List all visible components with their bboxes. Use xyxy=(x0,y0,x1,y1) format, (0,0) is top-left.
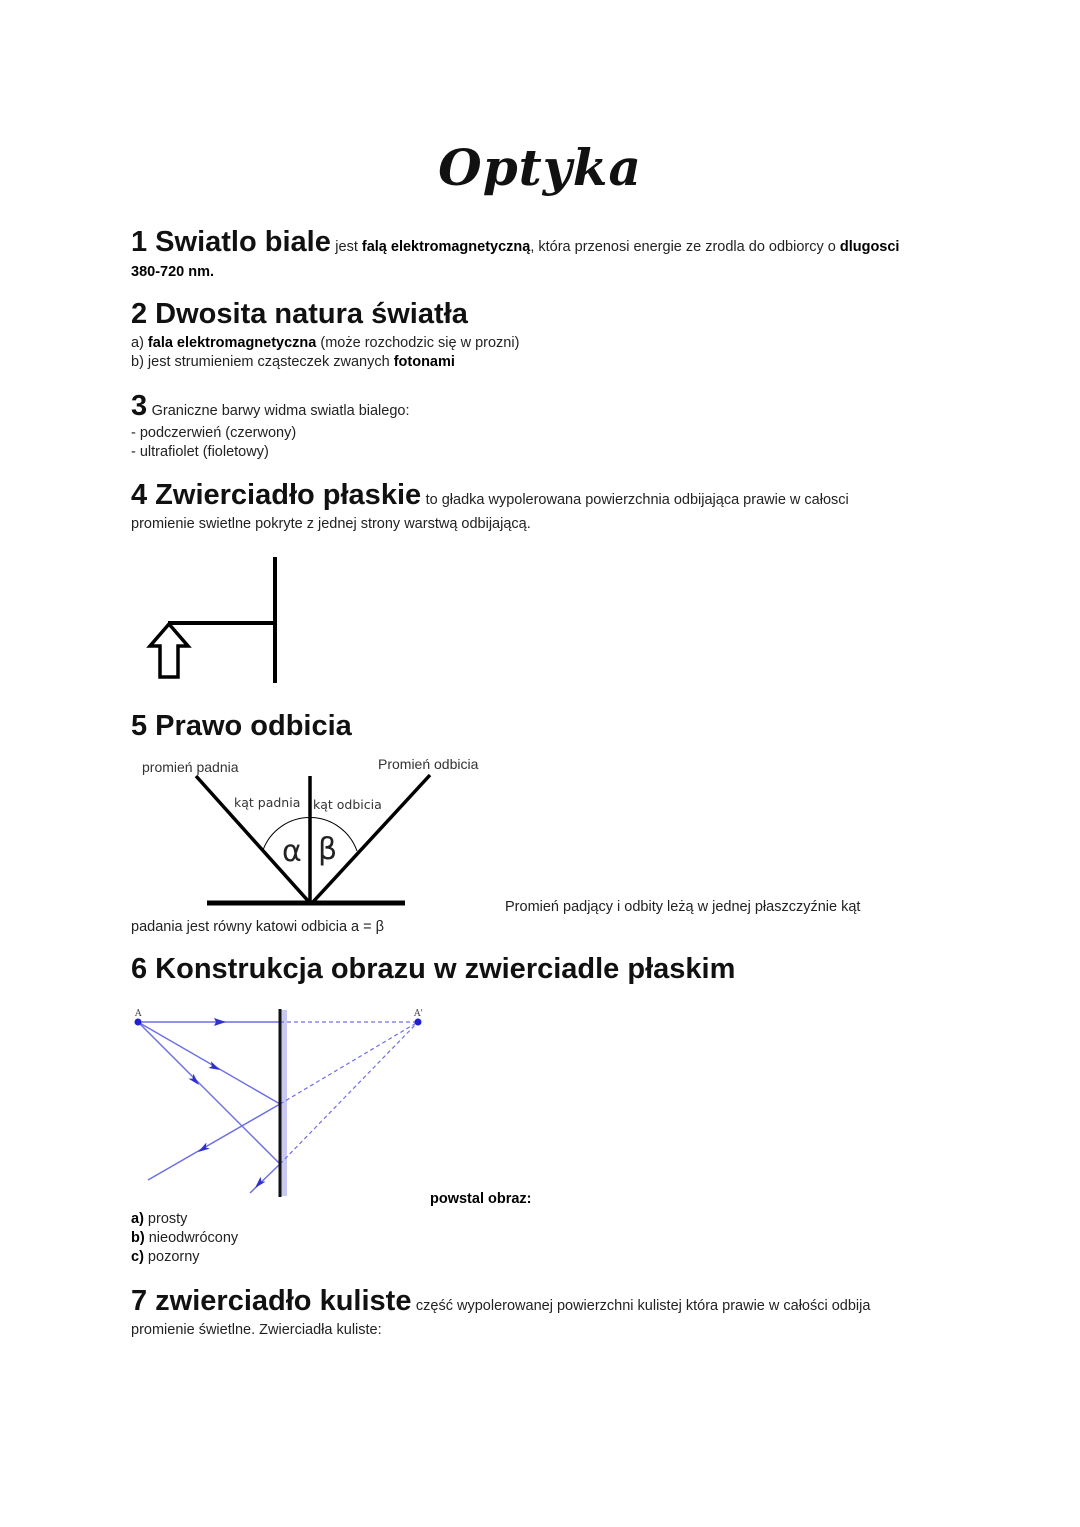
ray-2 xyxy=(138,1022,280,1104)
property-key: a) xyxy=(131,1211,144,1227)
arrow-heads xyxy=(188,1018,265,1190)
s1-line2: 380-720 nm. xyxy=(131,264,215,280)
point-a xyxy=(135,1019,142,1026)
label-beta: β xyxy=(318,832,338,867)
plane-mirror-diagram xyxy=(150,557,275,683)
label-point-a-prime: A' xyxy=(414,1009,423,1019)
ray-2-reflected xyxy=(148,1104,280,1180)
s5-text-1: Promień padjący i odbity leżą w jednej płaszczyźnie kąt xyxy=(505,899,861,915)
s1-t1: jest xyxy=(335,239,362,255)
image-property-b xyxy=(131,1229,238,1248)
property-key: b) xyxy=(131,1230,145,1246)
property-value: pozorny xyxy=(143,1249,200,1265)
s3-item-2: - ultrafiolet (fioletowy) xyxy=(131,444,269,460)
s4-text: to gładka wypolerowana powierzchnia odbijająca prawie w całosci xyxy=(425,492,849,508)
property-value: nieodwrócony xyxy=(144,1230,239,1246)
s1-t2: , która przenosi energie ze zrodla do odbiorcy o xyxy=(530,239,840,255)
s4-line2: promienie swietlne pokryte z jednej strony warstwą odbijającą. xyxy=(131,516,531,532)
image-property-c xyxy=(131,1248,200,1267)
s7-text: część wypolerowanej powierzchni kulistej która prawie w całości odbija xyxy=(415,1298,871,1314)
label-angle-reflection: kąt odbicia xyxy=(313,797,382,812)
s2-a-rest: (może rozchodzic się w prozni) xyxy=(316,335,520,351)
s2-a-bold: fala elektromagnetyczna xyxy=(147,335,317,351)
s1-b1: falą elektromagnetyczną xyxy=(361,239,531,255)
section-7 xyxy=(131,1285,870,1318)
s5-text-2: padania jest równy katowi odbicia a = β xyxy=(131,919,384,935)
label-angle-incidence: kąt padnia xyxy=(234,795,301,810)
s1-b2: dlugosci xyxy=(839,239,900,255)
property-value: prosty xyxy=(143,1211,188,1227)
section-2-heading: 2 Dwosita natura światła xyxy=(131,298,468,330)
label-incident-ray: promień padnia xyxy=(142,759,239,775)
section-1-heading: 1 Swiatlo biale xyxy=(131,226,331,258)
section-5-heading: 5 Prawo odbicia xyxy=(131,710,352,742)
reflection-law-diagram xyxy=(196,775,430,903)
section-6-heading: 6 Konstrukcja obrazu w zwierciadle płaskim xyxy=(131,953,736,985)
section-7-heading: 7 zwierciadło kuliste xyxy=(131,1285,412,1317)
s2-b-text: b) jest strumieniem cząsteczek zwanych xyxy=(131,354,394,370)
s2-b-bold: fotonami xyxy=(393,354,455,370)
s7-line2: promienie świetlne. Zwierciadła kuliste: xyxy=(131,1322,382,1338)
section-4-heading: 4 Zwierciadło płaskie xyxy=(131,479,422,511)
point-a-prime xyxy=(415,1019,422,1026)
virtual-rays xyxy=(280,1022,418,1164)
label-alpha: α xyxy=(282,834,302,869)
ray-3 xyxy=(138,1022,280,1164)
image-label: powstal obraz: xyxy=(430,1191,532,1207)
label-point-a: A xyxy=(135,1009,142,1019)
property-key: c) xyxy=(131,1249,144,1265)
s3-item-1: - podczerwień (czerwony) xyxy=(131,425,297,441)
section-3-heading: 3 xyxy=(131,390,148,422)
s3-text: Graniczne barwy widma swiatla bialego: xyxy=(151,403,410,419)
image-construction-diagram xyxy=(135,1009,422,1197)
page-title: Optyka xyxy=(438,138,642,197)
arrow-up-icon xyxy=(150,624,188,677)
s2-a-prefix: a) xyxy=(131,335,148,351)
image-property-a xyxy=(131,1210,187,1229)
ray-3-reflected xyxy=(250,1164,280,1193)
label-reflected-ray: Promień odbicia xyxy=(378,756,479,772)
